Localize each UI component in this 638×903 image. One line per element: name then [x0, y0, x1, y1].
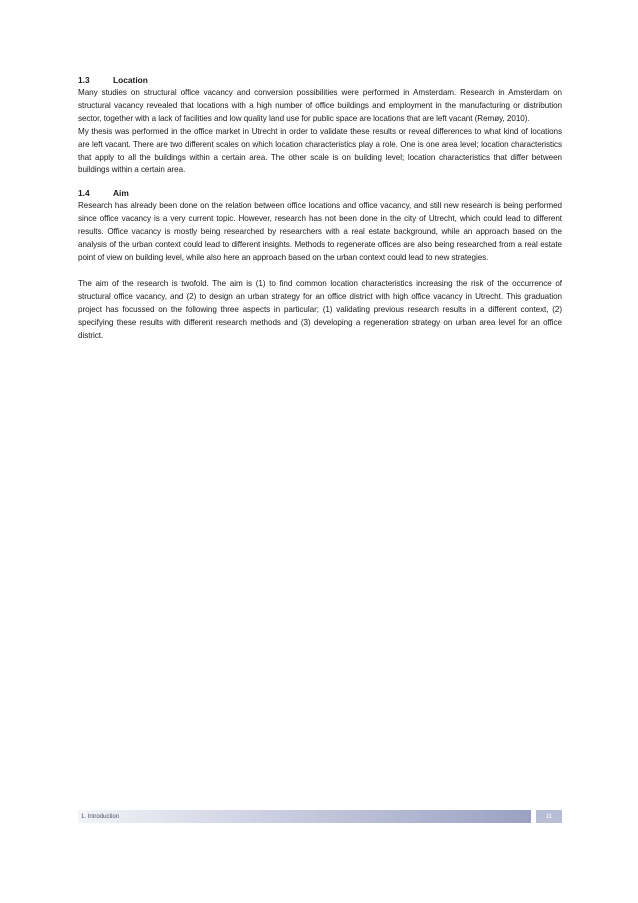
- section-number: 1.4: [78, 188, 90, 199]
- paragraph: Many studies on structural office vacancy and conversion possibilities were performed in Amsterdam. Research in Amsterdam on structural vacancy revealed that locations with a high number of office buildings and employment in the manufacturing or distribution sector, together with a lack of facilities and low quality land use for public space are locations that are left vacant (Remøy, 2010).: [78, 88, 562, 123]
- page-number: 11: [536, 810, 562, 823]
- footer-chapter-label: 1. Introduction: [81, 813, 120, 820]
- footer-bar: [78, 810, 531, 823]
- section-title: Location: [113, 75, 148, 85]
- section-number: 1.3: [78, 75, 90, 85]
- paragraph: The aim of the research is twofold. The aim is (1) to find common location characteristics increasing the risk of the occurrence of structural office vacancy, and (2) to design an urban strategy for an office district with high office vacancy in Utrecht. This graduation project has focussed on the following three aspects in particular; (1) validating previous research results in a different context, (2) specifying these results with different research methods and (3) developing a regeneration strategy on urban area level for an office district.: [78, 278, 562, 340]
- section-heading-location: [78, 74, 562, 87]
- paragraph: Research has already been done on the relation between office locations and office vacancy, and still new research is being performed since office vacancy is a very current topic. However, research has not been done in the city of Utrecht, which could lead to different results. Office vacancy is mostly being researched by researchers with a real estate background, while an approach based on the analysis of the urban context could lead to different insights. Methods to regenerate offices are also being researched from a real estate point of view on building level, while also here an approach based on the urban context could lead to new strategies.: [78, 201, 562, 262]
- paragraph: My thesis was performed in the office market in Utrecht in order to validate these results or reveal differences to what kind of locations are left vacant. There are two different scales on which location characteristics play a role. One is one area level; location characteristics that apply to all the buildings within a certain area. The other scale is on building level; location characteristics that differ between buildings within a certain area.: [78, 126, 562, 175]
- section-heading-aim: [78, 187, 562, 200]
- page-content: [78, 74, 562, 342]
- section-title: Aim: [113, 188, 129, 199]
- page-footer: [78, 810, 562, 823]
